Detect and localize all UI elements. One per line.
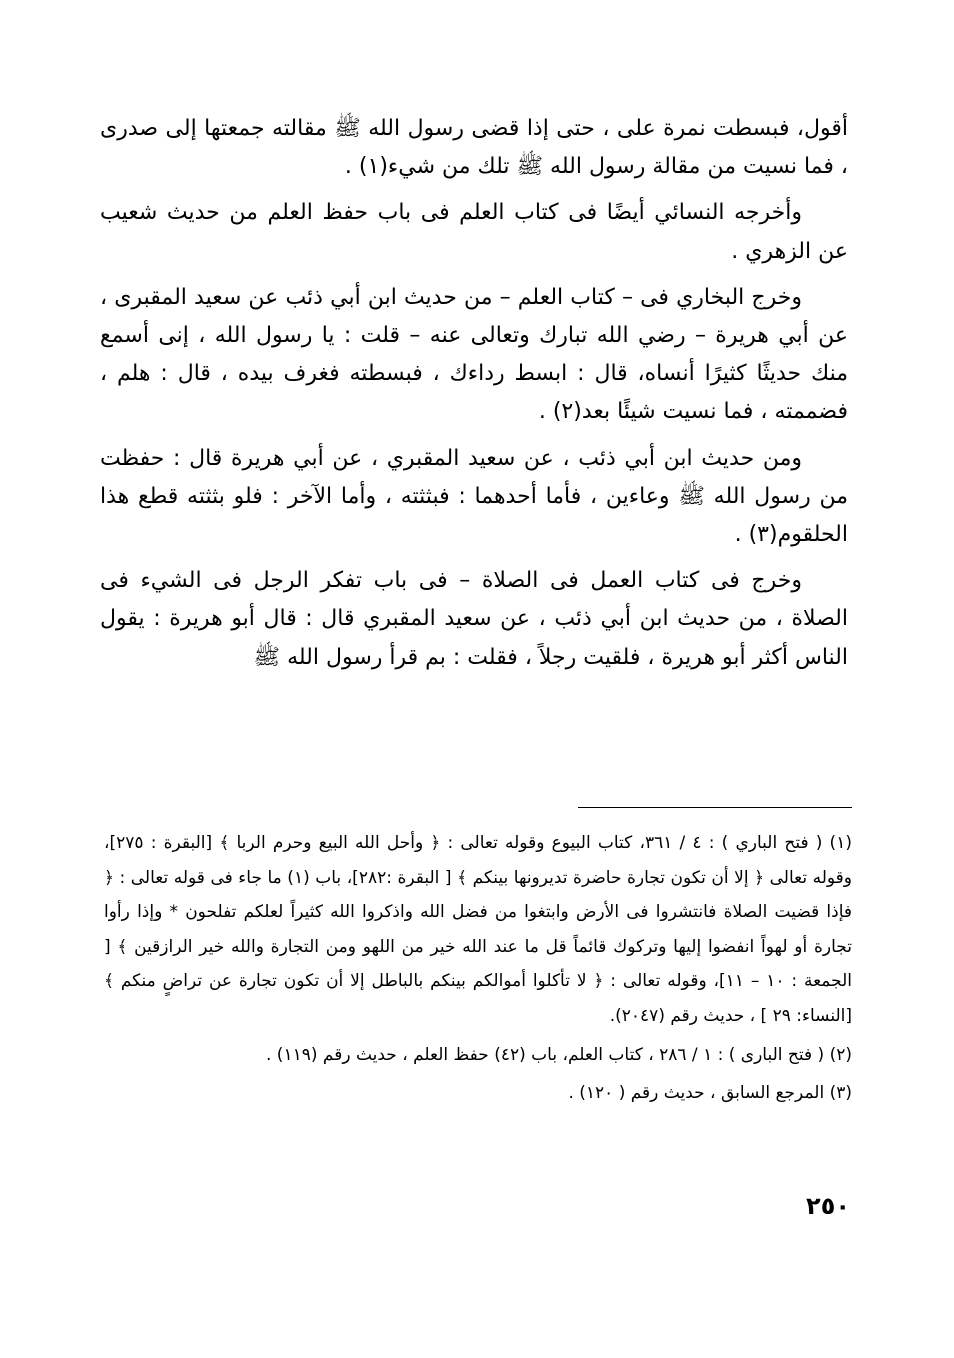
page-number: ٢٥٠ (806, 1192, 850, 1220)
paragraph: وأخرجه النسائي أيضًا فى كتاب العلم فى باب حفظ العلم من حديث شعيب عن الزهري . (100, 200, 848, 264)
paragraph: ومن حديث ابن أبي ذئب ، عن سعيد المقبري ، عن أبي هريرة قال : حفظت من رسول الله ﷺ وعاءين ، فأما أحدهما : فبثثته ، وأما الآخر : فلو بثثته قطع هذا الحلقوم(٣) . (100, 445, 848, 548)
footnotes (104, 826, 852, 1115)
paragraph: وخرج البخاري فى – كتاب العلم – من حديث ابن أبي ذئب عن سعيد المقبرى ، عن أبي هريرة – رضي الله تبارك وتعالى عنه – قلت : يا رسول الله ، إنى أسمع منك حديثًا كثيرًا أنساه، قال : ابسط رداءك ، فبسطته فغرف بيده ، قال : هلم ، فضممته ، فما نسيت شيئًا بعد(٢) . (100, 284, 848, 425)
footnote-2: (٢) ( فتح البارى ) : ١ / ٢٨٦ ، كتاب العلم، باب (٤٢) حفظ العلم ، حديث رقم (١١٩) . (266, 1044, 852, 1065)
footnote-1: (١) ( فتح الباري ) : ٤ / ٣٦١، كتاب البيوع وقوله تعالى : ﴿ وأحل الله البيع وحرم الربا ﴾ [البقرة : ٢٧٥]، وقوله تعالى ﴿ إلا أن تكون تجارة حاضرة تديرونها بينكم ﴾ [ البقرة :٢٨٢]، باب (١) ما جاء فى قوله تعالى : ﴿ فإذا قضيت الصلاة فانتشروا فى الأرض وابتغوا من فضل الله واذكروا الله كثيراً لعلكم تفلحون * وإذا رأوا تجارة أو لهواً انفضوا إليها وتركوك قائماً قل ما عند الله خير من اللهو ومن التجارة والله خير الرازقين ﴾ [ الجمعة : ١٠ – ١١]، وقوله تعالى : ﴿ لا تأكلوا أموالكم بينكم بالباطل إلا أن تكون تجارة عن تراضٍ منكم ﴾ [النساء: ٢٩ ] ، حديث رقم (٢٠٤٧). (104, 833, 853, 1026)
footnote-divider (578, 807, 852, 808)
paragraph: أقول، فبسطت نمرة على ، حتى إذا قضى رسول الله ﷺ مقالته جمعتها إلى صدرى ، فما نسيت من مقالة رسول الله ﷺ تلك من شيء(١) . (100, 116, 848, 180)
main-text (100, 110, 848, 685)
paragraph: وخرج فى كتاب العمل فى الصلاة – فى باب تفكر الرجل فى الشيء فى الصلاة ، من حديث ابن أبي ذئب ، عن سعيد المقبري قال : قال أبو هريرة : يقول الناس أكثر أبو هريرة ، فلقيت رجلاً ، فقلت : بم قرأ رسول الله ﷺ (100, 568, 848, 670)
footnote-3: (٣) المرجع السابق ، حديث رقم ( ١٢٠) . (568, 1083, 852, 1104)
